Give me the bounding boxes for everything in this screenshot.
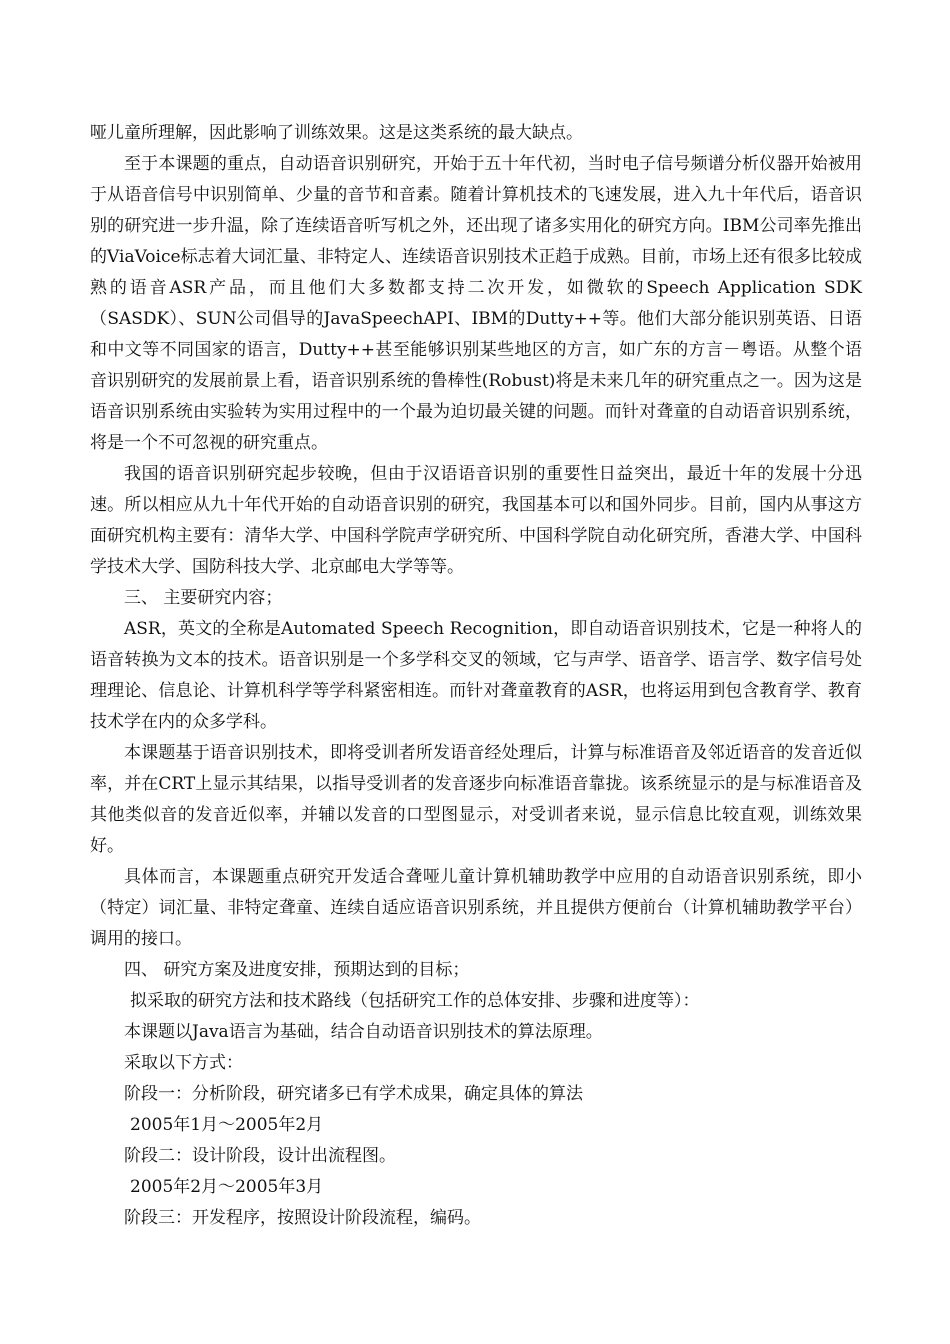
line-stage-two: 阶段二：设计阶段，设计出流程图。 bbox=[124, 1146, 396, 1166]
line-java-basis: 本课题以Java语言为基础，结合自动语音识别技术的算法原理。 bbox=[124, 1022, 603, 1042]
paragraph-project-basis: 本课题基于语音识别技术，即将受训者所发语音经处理后，计算与标准语音及邻近语音的发音近似率，并在CRT上显示其结果，以指导受训者的发音逐步向标准语音靠拢。该系统显示的是与标准语音及其他类似音的发音近似率，并辅以发音的口型图显示，对受训者来说，显示信息比较直观，训练效果好。 bbox=[90, 743, 862, 856]
document-page bbox=[90, 118, 862, 1234]
paragraph-asr-definition: ASR，英文的全称是Automated Speech Recognition，即自动语音识别技术，它是一种将人的语音转换为文本的技术。语音识别是一个多学科交叉的领域，它与声学、语音学、语言学、数字信号处理理论、信息论、计算机科学等学科紧密相连。而针对聋童教育的ASR，也将运用到包含教育学、教育技术学在内的众多学科。 bbox=[90, 619, 862, 732]
line-methods: 拟采取的研究方法和技术路线（包括研究工作的总体安排、步骤和进度等）： bbox=[130, 991, 700, 1011]
line-stage-one-dates: 2005年1月～2005年2月 bbox=[130, 1115, 324, 1135]
paragraph-project-specifics: 具体而言，本课题重点研究开发适合聋哑儿童计算机辅助教学中应用的自动语音识别系统，即小（特定）词汇量、非特定聋童、连续自适应语音识别系统，并且提供方便前台（计算机辅助教学平台）调用的接口。 bbox=[90, 867, 862, 949]
line-approach: 采取以下方式： bbox=[124, 1053, 243, 1073]
line-stage-three: 阶段三：开发程序，按照设计阶段流程，编码。 bbox=[124, 1208, 481, 1228]
section-heading-research-content: 三、 主要研究内容； bbox=[124, 588, 283, 608]
paragraph-domestic-research: 我国的语音识别研究起步较晚，但由于汉语语音识别的重要性日益突出，最近十年的发展十分迅速。所以相应从九十年代开始的自动语音识别的研究，我国基本可以和国外同步。目前，国内从事这方面研究机构主要有：清华大学、中国科学院声学研究所、中国科学院自动化研究所，香港大学、中国科学技术大学、国防科技大学、北京邮电大学等等。 bbox=[90, 464, 862, 577]
section-heading-research-plan: 四、 研究方案及进度安排，预期达到的目标； bbox=[124, 960, 470, 980]
paragraph-asr-history: 至于本课题的重点，自动语音识别研究，开始于五十年代初，当时电子信号频谱分析仪器开始被用于从语音信号中识别简单、少量的音节和音素。随着计算机技术的飞速发展，进入九十年代后，语音识别的研究进一步升温，除了连续语音听写机之外，还出现了诸多实用化的研究方向。IBM公司率先推出的ViaVoice标志着大词汇量、非特定人、连续语音识别技术正趋于成熟。目前，市场上还有很多比较成熟的语音ASR产品，而且他们大多数都支持二次开发，如微软的Speech Application SDK（SASDK）、SUN公司倡导的JavaSpeechAPI、IBM的Dutty++等。他们大部分能识别英语、日语和中文等不同国家的语言，Dutty++甚至能够识别某些地区的方言，如广东的方言－粤语。从整个语音识别研究的发展前景上看，语音识别系统的鲁棒性(Robust)将是未来几年的研究重点之一。因为这是语音识别系统由实验转为实用过程中的一个最为迫切最关键的问题。而针对聋童的自动语音识别系统，将是一个不可忽视的研究重点。 bbox=[90, 154, 862, 453]
line-stage-one: 阶段一：分析阶段，研究诸多已有学术成果，确定具体的算法 bbox=[124, 1084, 583, 1104]
paragraph-continuation: 哑儿童所理解，因此影响了训练效果。这是这类系统的最大缺点。 bbox=[90, 123, 583, 143]
line-stage-two-dates: 2005年2月～2005年3月 bbox=[130, 1177, 324, 1197]
